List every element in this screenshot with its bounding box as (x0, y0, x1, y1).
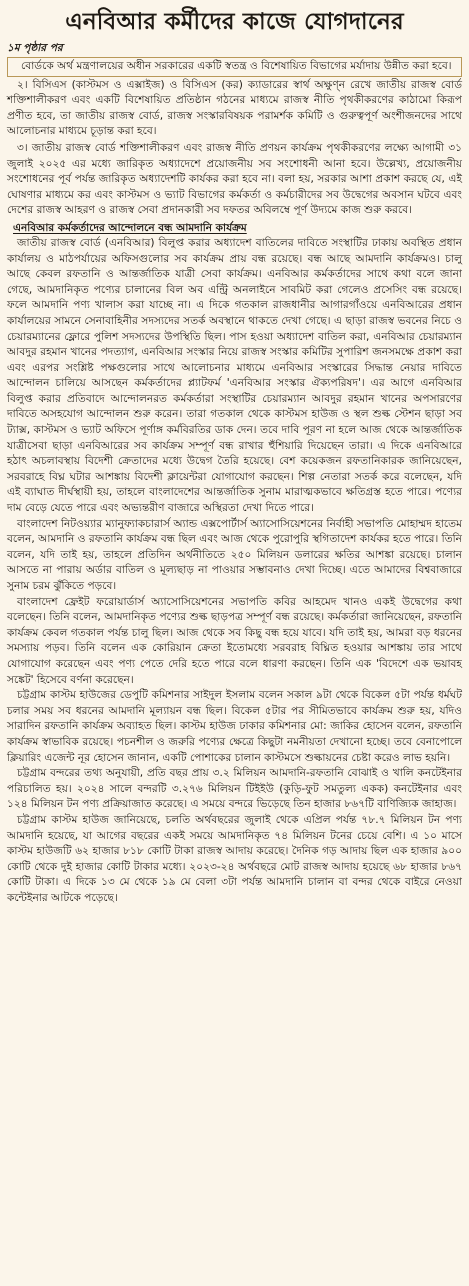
article-paragraph: বোর্ডকে অর্থ মন্ত্রণালয়ের অধীন সরকারের একটি স্বতন্ত্র ও বিশেষায়িত বিভাগের মর্যাদায় উন্নীত করা হবে। (7, 57, 462, 77)
continued-from-label: ১ম পৃষ্ঠার পর (7, 42, 63, 54)
article-paragraph: বাংলাদেশ নিটওয়্যার ম্যানুফ্যাকচারার্স অ্যান্ড এক্সপোর্টার্স অ্যাসোসিয়েশনের নির্বাহী সভাপতি মোহাম্মদ হাতেম বলেন, আমদানি ও রফতানি কার্যক্রম বন্ধ ছিল এবং আজ থেকে পুরোপুরি স্থগিতাদেশ কার্যকর হতে পারে। তিনি বলেন, যদি তাই হয়, তাহলে প্রতিদিন অর্থনীতিতে ২৫০ মিলিয়ন ডলারের ক্ষতির আশঙ্কা রয়েছে। চালান আসতে না পারায় অর্ডার বাতিল ও মূল্যছাড় না পাওয়ার সম্ভাবনাও দেখা দিচ্ছে। এতে আমাদের বিশ্ববাজারে সুনাম চরম ঝুঁকিতে পড়বে। (7, 517, 462, 592)
article-paragraph: ২। বিসিএস (কাস্টমস ও এক্সাইজ) ও বিসিএস (কর) ক্যাডারের স্বার্থ অক্ষুণ্ন রেখে জাতীয় রাজস্ব বোর্ড শক্তিশালীকরণ এবং একটি বিশেষায়িত প্রতিষ্ঠান গঠনের মাধ্যমে রাজস্ব নীতি পৃথকীকরণের কাঠামো কিরূপ প্রণীত হবে, তা জাতীয় রাজস্ব বোর্ড, রাজস্ব সংস্কারবিষয়ক পরামর্শক কমিটি ও গুরুত্বপূর্ণ অংশীজনদের সাথে আলোচনার মাধ্যমে চূড়ান্ত করা হবে। (7, 78, 462, 138)
article-paragraph: চট্টগ্রাম কাস্টম হাউজ জানিয়েছে, চলতি অর্থবছরের জুলাই থেকে এপ্রিল পর্যন্ত ৭৮.৭ মিলিয়ন টন পণ্য আমদানি হয়েছে, যা আগের বছরের একই সময়ে আমদানিকৃত ৭৪ মিলিয়ন টনের চেয়ে বেশি। এ ১০ মাসে কাস্টম হাউজটি ৬২ হাজার ৮১৮ কোটি টাকা রাজস্ব আদায় করেছে। দৈনিক গড় আদায় ছিল এক হাজার ৯০০ কোটি থেকে দুই হাজার কোটি টাকার মধ্যে। ২০২৩-২৪ অর্থবছরে মোট রাজস্ব আদায় হয়েছে ৬৮ হাজার ৮৬৭ কোটি টাকা। এ দিকে ১৩ মে থেকে ১৯ মে বেলা ৩টা পর্যন্ত আমদানি চালান বা বন্দর থেকে বাইরে নেওয়া কন্টেইনার আটকে পড়েছে। (7, 813, 462, 904)
article-paragraph: বাংলাদেশ ফ্রেইট ফরোয়ার্ডার্স অ্যাসোসিয়েশনের সভাপতি কবির আহমেদ খানও একই উদ্বেগের কথা বলেছেন। তিনি বলেন, আমদানিকৃত পণ্যের শুল্ক ছাড়পত্র সম্পূর্ণ বন্ধ রয়েছে। কর্মকর্তারা জানিয়েছেন, রফতানি কার্যক্রম কেবল গতকাল পর্যন্ত চালু ছিল। আজ থেকে সব কিছু বন্ধ হয়ে যাবে। যদি তাই হয়, আমরা বড় ধরনের সমস্যায় পড়ব। তিনি বলেন এক কোরিয়ান ক্রেতা ইতোমধ্যে সরবরাহ বিঘ্নিত হওয়ার আশঙ্কায় তার সাথে যোগাযোগ করেছেন এবং পণ্য পেতে দেরি হতে পারে বলে ধারণা করছেন। তিনি এক 'বিদেশে এক ভয়াবহ সঙ্কেট' হিসেবে বর্ণনা করেছেন। (7, 595, 462, 686)
section-title: এনবিআর কর্মকর্তাদের আন্দোলনে বন্ধ আমদানি কার্যক্রম (13, 221, 247, 234)
article-paragraph: চট্টগ্রাম কাস্টম হাউজের ডেপুটি কমিশনার সাইদুল ইসলাম বলেন সকাল ৯টা থেকে বিকেল ৫টা পর্যন্ত ধর্মঘট চলার সময় সব ধরনের আমদানি মূল্যায়ন বন্ধ ছিল। বিকেল ৫টার পর সীমিতভাবে কার্যক্রম শুরু হয়, যদিও সারাদিন রফতানি কার্যক্রম অব্যাহত ছিল। কাস্টম হাউজ ঢাকার কমিশনার মো: জাকির হোসেন বলেন, রফতানি কার্যক্রম স্বাভাবিক রয়েছে। পচনশীল ও জরুরি পণ্যের ক্ষেত্রে কিছুটা নমনীয়তা দেখানো হচ্ছে। তবে বেনাপোলে ক্লিয়ারিং এজেন্ট নূর হোসেন জানান, একটি পোশাকের চালান কাস্টমসে শুল্কায়নের চেষ্টা করেও লাভ হয়নি। (7, 689, 462, 764)
article-paragraph: চট্টগ্রাম বন্দরের তথ্য অনুযায়ী, প্রতি বছর প্রায় ৩.২ মিলিয়ন আমদানি-রফতানি বোঝাই ও খালি কনটেইনার পরিচালিত হয়। ২০২৪ সালে বন্দরটি ৩.২৭৬ মিলিয়ন টিইইউ (কুড়ি-ফুট সমতুল্য একক) কনটেইনার এবং ১২৪ মিলিয়ন টন পণ্য প্রক্রিয়াজাত করেছে। এ সময়ে বন্দরে ভিড়েছে তিন হাজার ৮৬৭টি বাণিজ্যিক জাহাজ। (7, 767, 462, 811)
article-paragraph: জাতীয় রাজস্ব বোর্ড (এনবিআর) বিলুপ্ত করার অধ্যাদেশ বাতিলের দাবিতে সংস্থাটির ঢাকায় অবস্থিত প্রধান কার্যালয় ও মাঠপর্যায়ের অফিসগুলোর সব কার্যক্রম প্রায় বন্ধ রয়েছে। বন্ধ আছে আমদানি কার্যক্রমও। চালু আছে কেবল রফতানি ও আন্তর্জাতিক যাত্রী সেবা কার্যক্রম। এনবিআর কর্মকর্তাদের সাথে কথা বলে জানা গেছে, আমদানিকৃত পণ্যের চালানের বিল অব এন্ট্রি অনলাইনে সাবমিট করা গেলেও প্রসেসিং বন্ধ রয়েছে। ফলে আমদানি পণ্য খালাস করা যাচ্ছে না। এ দিকে গতকাল রাজধানীর আগারগাঁওয়ে এনবিআরের প্রধান কার্যালয়ের সামনে সেনাবাহিনীর সদস্যদের সতর্ক অবস্থানে থাকতে দেখা গেছে। এ ছাড়া রাজস্ব ভবনের নিচে ও চেয়ারম্যানের ফ্লোরে পুলিশ সদস্যদের উপস্থিতি ছিল। পাস হওয়া অধ্যাদেশ বাতিল করা, এনবিআর চেয়ারম্যান আবদুর রহমান খানের পদত্যাগ, এনবিআর সংস্কার নিয়ে রাজস্ব সংস্কার কমিটির সুপারিশ জনসমক্ষে প্রকাশ করা এবং এরপর সংশ্লিষ্ট পক্ষগুলোর সাথে আলোচনার মাধ্যমে এনবিআর সংস্কারের সিদ্ধান্ত নেয়ার দাবিতে আন্দোলন চালিয়ে আসছেন কর্মকর্তাদের প্ল্যাটফর্ম 'এনবিআর সংস্কার ঐক্যপরিষদ'। এর আগে এনবিআর বিলুপ্ত করার প্রতিবাদে আন্দোলনরত কর্মকর্তারা সংস্থাটির চেয়ারম্যান আবদুর রহমান খানের অপসারণের দাবিতে অসহযোগ আন্দোলন শুরু করেন। তারা গতকাল থেকে কাস্টমস হাউজ ও স্থল শুল্ক স্টেশন ছাড়া সব ট্যাক্স, কাস্টমস ও ভ্যাট অফিসে পূর্ণাঙ্গ কর্মবিরতির ডাক দেন। তবে দাবি পূরণ না হলে আজ থেকে আন্তর্জাতিক যাত্রীসেবা ছাড়া এনবিআরের সব কার্যক্রম সম্পূর্ণ বন্ধ রাখার হুঁশিয়ারি দিয়েছেন তারা। এ দিকে এনবিআরে হঠাৎ অচলাবস্থায় বিদেশী ক্রেতাদের মধ্যে উদ্বেগ তৈরি হয়েছে। বেশ কয়েকজন রফতানিকারক জানিয়েছেন, সরবরাহে বিঘ্ন ঘটার আশঙ্কায় বিদেশী ক্লায়েন্টরা যোগাযোগ করছেন। শিল্প নেতারা সতর্ক করে বলেছেন, যদি এই ব্যাঘাত দীর্ঘস্থায়ী হয়, তাহলে বাংলাদেশের আন্তর্জাতিক সুনাম মারাত্মকভাবে ক্ষতিগ্রস্ত হতে পারে। পণ্যের দাম বেড়ে যেতে পারে এবং অভ্যন্তরীণ বাজারে অস্থিরতা দেখা দিতে পারে। (7, 236, 462, 515)
article-paragraph: ৩। জাতীয় রাজস্ব বোর্ড শক্তিশালীকরণ এবং রাজস্ব নীতি প্রণয়ন কার্যক্রম পৃথকীকরণের লক্ষ্যে আগামী ৩১ জুলাই ২০২৫ এর মধ্যে জারিকৃত অধ্যাদেশে প্রয়োজনীয় সব সংশোধনী আনা হবে। উল্লেখ্য, প্রয়োজনীয় সংশোধনের পূর্ব পর্যন্ত জারিকৃত অধ্যাদেশটি কার্যকর করা হবে না। বলা হয়, সরকার আশা প্রকাশ করছে যে, এই ঘোষণার মাধ্যমে কর এবং কাস্টমস ও ভ্যাট বিভাগের কর্মকর্তা ও কর্মচারীদের সব উদ্বেগের অবসান ঘটবে এবং দেশের রাজস্ব আহরণ ও রাজস্ব সেবা প্রদানকারী সব দফতর অবিলম্বে পূর্ণ উদ্যমে কাজ শুরু করবে। (7, 141, 462, 217)
article-headline: এনবিআর কর্মীদের কাজে যোগদানের (65, 9, 404, 35)
